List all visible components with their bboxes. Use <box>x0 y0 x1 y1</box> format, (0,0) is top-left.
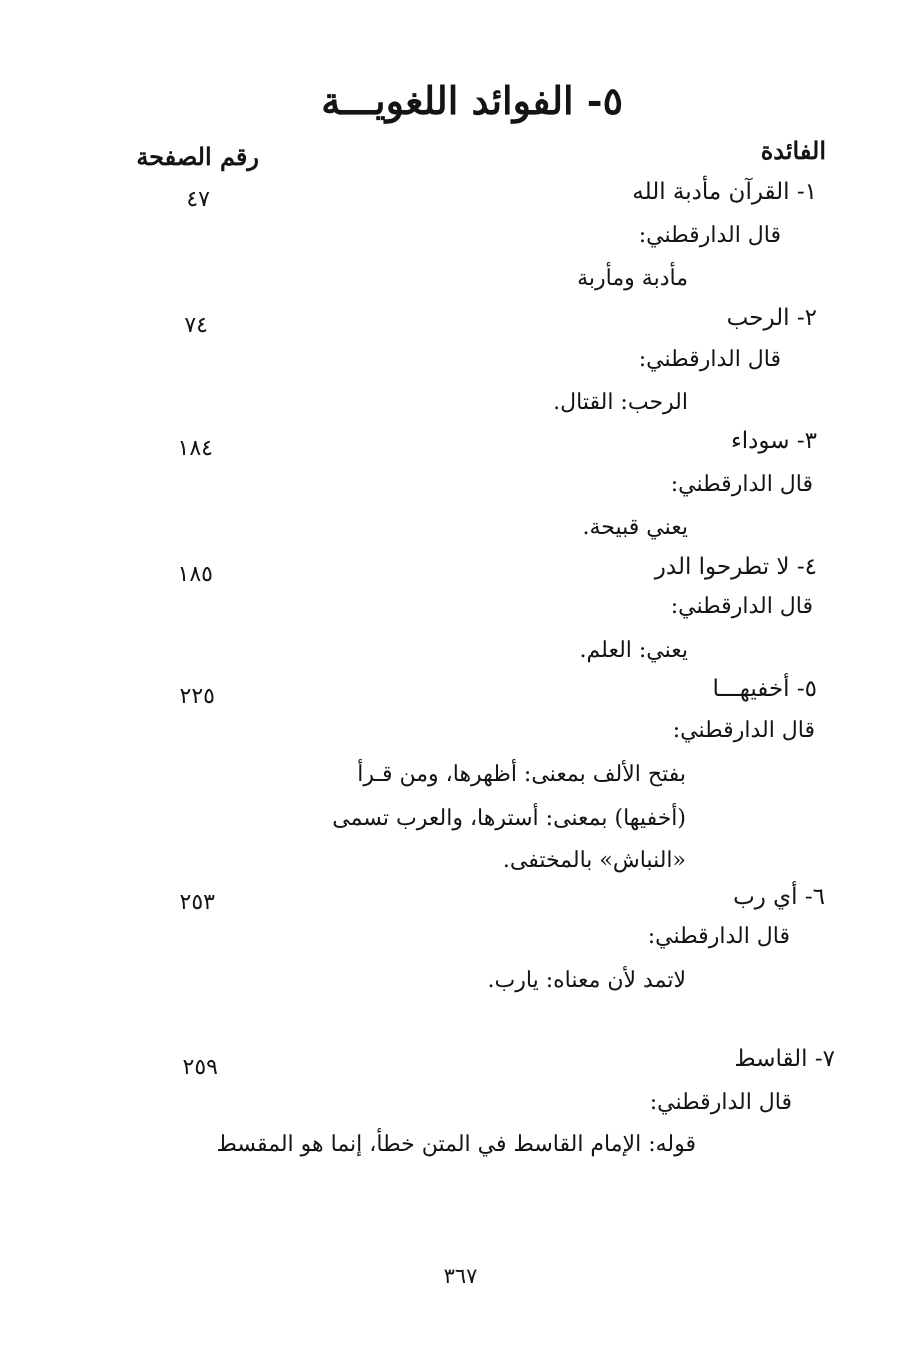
benefit-item-3-page: ١٨٤ <box>177 436 213 461</box>
benefit-item-1-page: ٤٧ <box>186 187 210 212</box>
benefit-item-4-line-1: قال الدارقطني: <box>670 594 813 619</box>
page-number: ٣٦٧ <box>443 1264 478 1288</box>
benefit-item-5-line-1: قال الدارقطني: <box>672 718 815 743</box>
benefit-item-2-line-2: الرحب: القتال. <box>553 390 688 415</box>
benefit-item-7-page: ٢٥٩ <box>182 1055 218 1080</box>
benefit-item-5-line-4: «النباش» بالمختفى. <box>502 848 686 873</box>
benefit-item-6-title: ٦- أي رب <box>733 884 825 910</box>
benefit-item-5-title: ٥- أخفيهـــا <box>712 676 817 702</box>
benefit-item-1-line-2: مأدبة ومأربة <box>577 266 688 291</box>
benefit-item-4-line-2: يعني: العلم. <box>579 638 688 663</box>
benefit-item-3-line-2: يعني قبيحة. <box>582 515 688 540</box>
benefit-item-3-line-1: قال الدارقطني: <box>670 472 813 497</box>
benefit-item-4-page: ١٨٥ <box>177 562 213 587</box>
benefit-item-2-title: ٢- الرحب <box>726 305 817 331</box>
benefit-item-4-title: ٤- لا تطرحوا الدر <box>654 554 817 580</box>
benefit-item-5-line-3: (أخفيها) بمعنى: أسترها، والعرب تسمى <box>332 806 686 831</box>
benefit-item-7-line-1: قال الدارقطني: <box>649 1090 792 1115</box>
benefit-item-3-title: ٣- سوداء <box>730 428 817 454</box>
benefit-item-7-line-2: قوله: الإمام القاسط في المتن خطأ، إنما هو المقسط <box>216 1132 696 1157</box>
benefit-item-6-line-2: لاتمد لأن معناه: يارب. <box>487 968 686 993</box>
benefit-item-5-page: ٢٢٥ <box>179 684 215 709</box>
benefit-item-5-line-2: بفتح الألف بمعنى: أظهرها، ومن قـرأ <box>357 762 686 787</box>
benefit-item-1-line-1: قال الدارقطني: <box>638 223 781 248</box>
benefit-item-6-page: ٢٥٣ <box>179 890 215 915</box>
column-header-page-number: رقم الصفحة <box>136 142 259 171</box>
benefit-item-6-line-1: قال الدارقطني: <box>647 924 790 949</box>
benefit-item-2-line-1: قال الدارقطني: <box>638 347 781 372</box>
section-title: ٥- الفوائد اللغويـــة <box>321 78 623 123</box>
benefit-item-1-title: ١- القرآن مأدبة الله <box>632 179 817 205</box>
benefit-item-2-page: ٧٤ <box>184 313 208 338</box>
column-header-benefit: الفائدة <box>760 136 826 165</box>
benefit-item-7-title: ٧- القاسط <box>734 1046 835 1072</box>
